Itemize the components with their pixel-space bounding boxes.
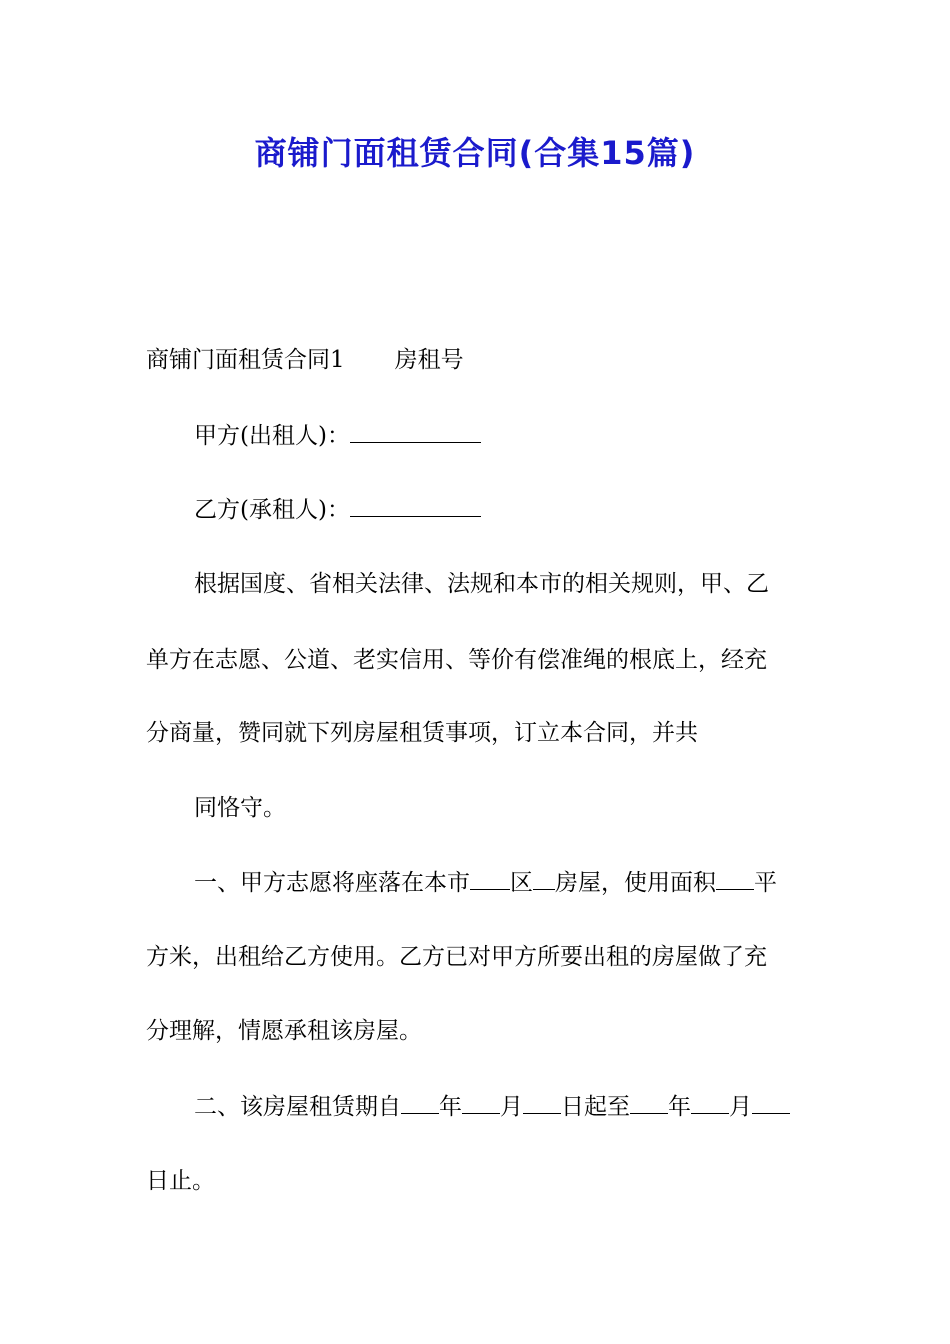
clause-1-text-b: 区 [510, 870, 533, 896]
start-year-blank [401, 1091, 439, 1114]
intro-line-1: 根据国度、省相关法律、法规和本市的相关规则，甲、乙 [194, 571, 769, 597]
start-month-blank [462, 1091, 500, 1114]
clause-1-line-1 [194, 867, 777, 898]
end-year-blank [630, 1091, 668, 1114]
party-a-blank [350, 420, 481, 443]
clause-2-text-d: 日起至 [561, 1094, 630, 1120]
document-title: 商铺门面租赁合同(合集15篇) [254, 134, 696, 172]
start-day-blank [523, 1091, 561, 1114]
intro-line-4: 同恪守。 [194, 795, 286, 821]
clause-2-text-a: 二、该房屋租赁期自 [194, 1094, 401, 1120]
clause-2-text-b: 年 [439, 1094, 462, 1120]
area-blank [716, 867, 754, 890]
clause-2-text-e: 年 [668, 1094, 691, 1120]
party-b-line [194, 494, 481, 525]
clause-1-line-3: 分理解，情愿承租该房屋。 [146, 1018, 422, 1044]
party-b-label: 乙方(承租人)： [194, 497, 350, 523]
party-a-line [194, 420, 481, 451]
intro-line-3: 分商量，赞同就下列房屋租赁事项，订立本合同，并共 [146, 720, 698, 746]
party-a-label: 甲方(出租人)： [194, 423, 350, 449]
clause-2-line-1 [194, 1091, 790, 1122]
intro-line-2: 单方在志愿、公道、老实信用、等价有偿准绳的根底上，经充 [146, 647, 767, 673]
clause-1-text-d: 平 [754, 870, 777, 896]
party-b-blank [350, 494, 481, 517]
end-day-blank [752, 1091, 790, 1114]
clause-2-line-2: 日止。 [146, 1168, 215, 1194]
rent-number-label: 房租号 [394, 347, 464, 373]
clause-2-text-c: 月 [500, 1094, 523, 1120]
clause-1-text-c: 房屋，使用面积 [555, 870, 716, 896]
clause-2-text-f: 月 [729, 1094, 752, 1120]
clause-1-line-2: 方米，出租给乙方使用。乙方已对甲方所要出租的房屋做了充 [146, 944, 767, 970]
clause-1-text-a: 一、甲方志愿将座落在本市 [194, 870, 470, 896]
house-blank [533, 867, 555, 890]
district-blank [470, 867, 510, 890]
section-heading-text: 商铺门面租赁合同1 [146, 347, 345, 373]
section-heading [146, 345, 464, 375]
end-month-blank [691, 1091, 729, 1114]
